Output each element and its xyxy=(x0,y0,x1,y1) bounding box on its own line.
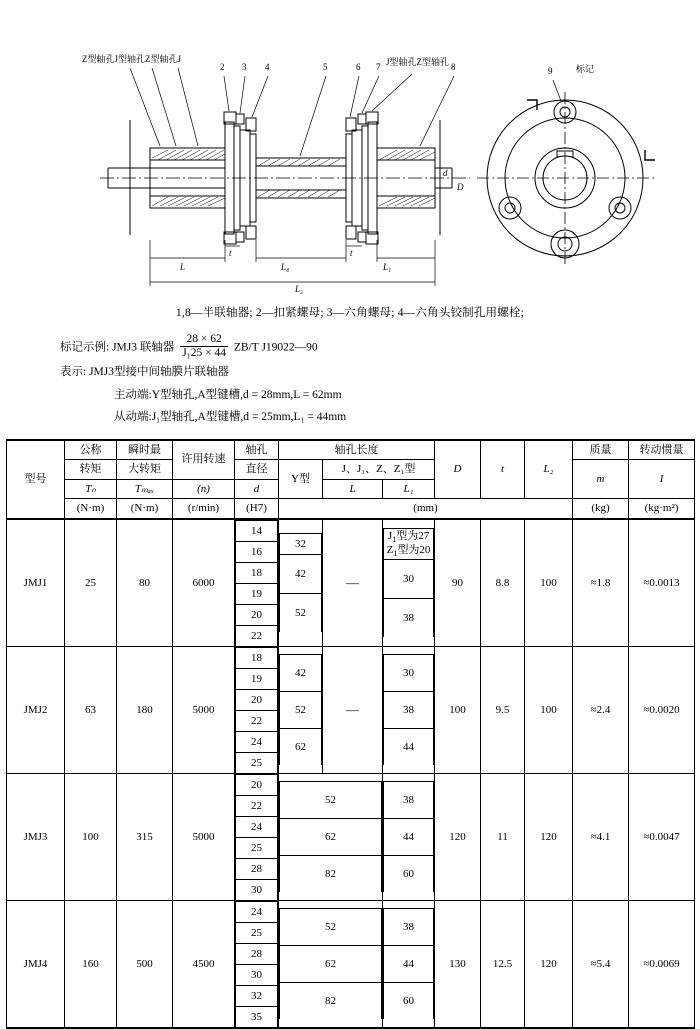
bore-value: 20 xyxy=(236,774,278,795)
meaning-line: 表示: JMJ3型接中间轴膜片联轴器 xyxy=(60,366,229,379)
bore-value: 18 xyxy=(236,647,278,668)
cell-inertia: ≈0.0020 xyxy=(629,646,695,773)
cell-D: 130 xyxy=(435,900,481,1028)
header-bore-sym: d xyxy=(235,479,279,499)
header-inertia-1: 转动惯量 xyxy=(629,440,695,460)
bore-value: 19 xyxy=(236,583,278,604)
l1-value: 38 xyxy=(384,599,434,638)
y-length-value: 52 xyxy=(280,909,382,946)
cell-n: 6000 xyxy=(173,519,235,647)
callout-label: 5 xyxy=(323,62,328,72)
mark-standard-code: ZB/T J19022—90 xyxy=(233,341,318,354)
bore-value: 28 xyxy=(236,943,278,964)
cell-Tmax: 500 xyxy=(117,900,173,1028)
cell-Tmax: 180 xyxy=(117,646,173,773)
cell-L2: 100 xyxy=(525,519,573,647)
cell-model: JMJ1 xyxy=(7,519,65,647)
header-peak-torque-2: 大转矩 xyxy=(117,460,173,480)
header-peak-torque-1: 瞬时最 xyxy=(117,440,173,460)
bore-value: 25 xyxy=(236,922,278,943)
callout-label: 7 xyxy=(376,62,381,72)
l1-value: 38 xyxy=(384,782,434,819)
cell-L1-lengths: $J_1$型为27 $Z_1$型为20 30 38 xyxy=(383,519,435,647)
dimension-label-L: L xyxy=(180,262,186,272)
bore-value: 35 xyxy=(236,1006,278,1027)
cell-mass: ≈2.4 xyxy=(573,646,629,773)
cell-Y-lengths xyxy=(279,900,383,1028)
header-bore-length: 轴孔长度 xyxy=(279,440,435,460)
header-jz-type: J、J₁、Z、Z₁型 xyxy=(323,460,435,480)
dimension-label-L2: L₂ xyxy=(295,284,304,294)
cell-Tmax: 315 xyxy=(117,773,173,900)
header-Tmax: Tₘₐₓ xyxy=(117,479,173,499)
cell-n: 5000 xyxy=(173,646,235,773)
l1-value: 60 xyxy=(384,856,434,893)
cell-L1-lengths xyxy=(383,900,435,1028)
callout-label: Z型轴孔J型轴孔Z型轴孔J xyxy=(82,54,182,64)
y-length-value: 52 xyxy=(280,594,322,633)
header-model: 型号 xyxy=(7,440,65,519)
callout-label: 6 xyxy=(356,62,361,72)
mark-fraction xyxy=(180,333,228,360)
header-rated-torque-1: 公称 xyxy=(65,440,117,460)
cell-bore-list xyxy=(235,773,279,900)
cell-Tn: 63 xyxy=(65,646,117,773)
bore-value: 24 xyxy=(236,901,278,922)
header-L1: L₁ xyxy=(383,479,435,499)
table-row xyxy=(7,773,695,900)
callout-label: 8 xyxy=(451,62,456,72)
header-t: t xyxy=(481,440,525,499)
dimension-label-D: D xyxy=(457,182,464,192)
dimension-label-L4: L₄ xyxy=(281,262,290,272)
cell-Y-lengths xyxy=(279,773,383,900)
cell-L2: 120 xyxy=(525,773,573,900)
y-length-value: 62 xyxy=(280,729,322,766)
l1-value: 38 xyxy=(384,692,434,729)
callout-label: 2 xyxy=(220,62,225,72)
bore-value: 28 xyxy=(236,858,278,879)
dimension-label-d: d xyxy=(443,168,448,178)
header-mm-unit: (mm) xyxy=(279,499,573,519)
mark-example-line xyxy=(60,334,700,361)
y-length-value: 52 xyxy=(280,782,382,819)
y-length-value: 42 xyxy=(280,655,322,692)
cell-bore-list xyxy=(235,646,279,773)
bore-value: 24 xyxy=(236,731,278,752)
driven-end-line: 从动端:J₁型轴孔,A型键槽,d = 25mm,L₁ = 44mm xyxy=(114,411,347,424)
l1-value: 38 xyxy=(384,909,434,946)
cell-mass: ≈1.8 xyxy=(573,519,629,647)
callout-label: J型轴孔Z型轴孔 xyxy=(386,57,450,67)
cell-mass: ≈5.4 xyxy=(573,900,629,1028)
header-bore-1: 轴孔 xyxy=(235,440,279,460)
bore-value: 25 xyxy=(236,752,278,773)
callout-label: 标记 xyxy=(576,64,595,74)
cell-Tn: 160 xyxy=(65,900,117,1028)
header-rated-torque-2: 转矩 xyxy=(65,460,117,480)
bore-value: 16 xyxy=(236,541,278,562)
l1-value: 44 xyxy=(384,729,434,766)
cell-L-dash: — xyxy=(323,646,383,773)
l1-value: 44 xyxy=(384,819,434,856)
header-Tn: Tₙ xyxy=(65,479,117,499)
cell-n: 5000 xyxy=(173,773,235,900)
bore-value: 20 xyxy=(236,604,278,625)
header-Tn-unit: (N·m) xyxy=(65,499,117,519)
table-row xyxy=(7,519,695,647)
cell-bore-list xyxy=(235,519,279,647)
bore-value: 24 xyxy=(236,816,278,837)
table-header-row xyxy=(7,440,695,460)
cell-Y-lengths xyxy=(279,646,323,773)
cell-Tn: 25 xyxy=(65,519,117,647)
bore-value: 18 xyxy=(236,562,278,583)
cell-inertia: ≈0.0013 xyxy=(629,519,695,647)
cell-t: 8.8 xyxy=(481,519,525,647)
header-mass-unit: (kg) xyxy=(573,499,629,519)
y-length-value: 82 xyxy=(280,856,382,893)
cell-L1-lengths xyxy=(383,646,435,773)
cell-model: JMJ2 xyxy=(7,646,65,773)
cell-bore-list xyxy=(235,900,279,1028)
header-L2: L₂ xyxy=(525,440,573,499)
cell-mass: ≈4.1 xyxy=(573,773,629,900)
cell-Tn: 100 xyxy=(65,773,117,900)
callout-label: 3 xyxy=(242,62,247,72)
header-bore-unit: (H7) xyxy=(235,499,279,519)
y-length-value: 42 xyxy=(280,555,322,594)
bore-value: 22 xyxy=(236,625,278,646)
y-length-value: 62 xyxy=(280,946,382,983)
header-speed-sym: (n) xyxy=(173,479,235,499)
y-length-value: 32 xyxy=(280,534,322,555)
cell-L1-lengths xyxy=(383,773,435,900)
callout-label: 4 xyxy=(265,62,270,72)
header-L-jz: L xyxy=(323,479,383,499)
y-length-value: 62 xyxy=(280,819,382,856)
header-bore-2: 直径 xyxy=(235,460,279,480)
cell-model: JMJ3 xyxy=(7,773,65,900)
cell-L2: 120 xyxy=(525,900,573,1028)
bore-value: 22 xyxy=(236,795,278,816)
table-row xyxy=(7,900,695,1028)
figure-caption-line1: 1,8—半联轴器; 2—扣紧螺母; 3—六角螺母; 4—六角头铰制孔用螺栓; xyxy=(175,307,525,319)
header-speed: 许用转速 xyxy=(173,440,235,480)
cell-model: JMJ4 xyxy=(7,900,65,1028)
header-speed-unit: (r/min) xyxy=(173,499,235,519)
dimension-label-t-left: t xyxy=(229,248,232,258)
cell-inertia: ≈0.0069 xyxy=(629,900,695,1028)
l1-value: 30 xyxy=(384,655,434,692)
cell-L2: 100 xyxy=(525,646,573,773)
table-row xyxy=(7,646,695,773)
cell-inertia: ≈0.0047 xyxy=(629,773,695,900)
cell-Y-lengths xyxy=(279,519,323,647)
l1-value: 60 xyxy=(384,983,434,1020)
notes-block xyxy=(60,334,700,429)
l1-value: 44 xyxy=(384,946,434,983)
mark-fraction-numerator: 28 × 62 xyxy=(180,333,228,347)
bore-value: 30 xyxy=(236,879,278,900)
spec-table xyxy=(6,439,695,1029)
cell-t: 11 xyxy=(481,773,525,900)
mark-example-label: 标记示例: JMJ3 联轴器 xyxy=(60,341,175,354)
header-mass-sym: m xyxy=(573,460,629,499)
cell-L-dash: — xyxy=(323,519,383,647)
y-length-value: 82 xyxy=(280,983,382,1020)
callout-label: 9 xyxy=(548,66,553,76)
header-D: D xyxy=(435,440,481,499)
header-mass-1: 质量 xyxy=(573,440,629,460)
header-inertia-unit: (kg·m²) xyxy=(629,499,695,519)
drive-end-line: 主动端:Y型轴孔,A型键槽,d = 28mm,L = 62mm xyxy=(114,388,342,401)
header-inertia-sym: I xyxy=(629,460,695,499)
l1-value: 30 xyxy=(384,560,434,599)
cell-Tmax: 80 xyxy=(117,519,173,647)
bore-value: 22 xyxy=(236,710,278,731)
header-Tmax-unit: (N·m) xyxy=(117,499,173,519)
cell-n: 4500 xyxy=(173,900,235,1028)
dimension-label-t-right: t xyxy=(350,248,353,258)
bore-value: 30 xyxy=(236,964,278,985)
y-length-value: 52 xyxy=(280,692,322,729)
cell-D: 120 xyxy=(435,773,481,900)
dimension-label-L1: L₁ xyxy=(383,262,392,272)
cell-t: 12.5 xyxy=(481,900,525,1028)
header-y-type: Y型 xyxy=(279,460,323,499)
bore-value: 20 xyxy=(236,689,278,710)
cell-t: 9.5 xyxy=(481,646,525,773)
mark-fraction-denominator: J₁25 × 44 xyxy=(182,347,226,360)
bore-value: 14 xyxy=(236,520,278,541)
cell-D: 100 xyxy=(435,646,481,773)
cell-D: 90 xyxy=(435,519,481,647)
assembly-figure xyxy=(0,0,700,300)
bore-value: 25 xyxy=(236,837,278,858)
bore-value: 19 xyxy=(236,668,278,689)
spec-table-wrap xyxy=(6,439,694,1029)
bore-value: 32 xyxy=(236,985,278,1006)
